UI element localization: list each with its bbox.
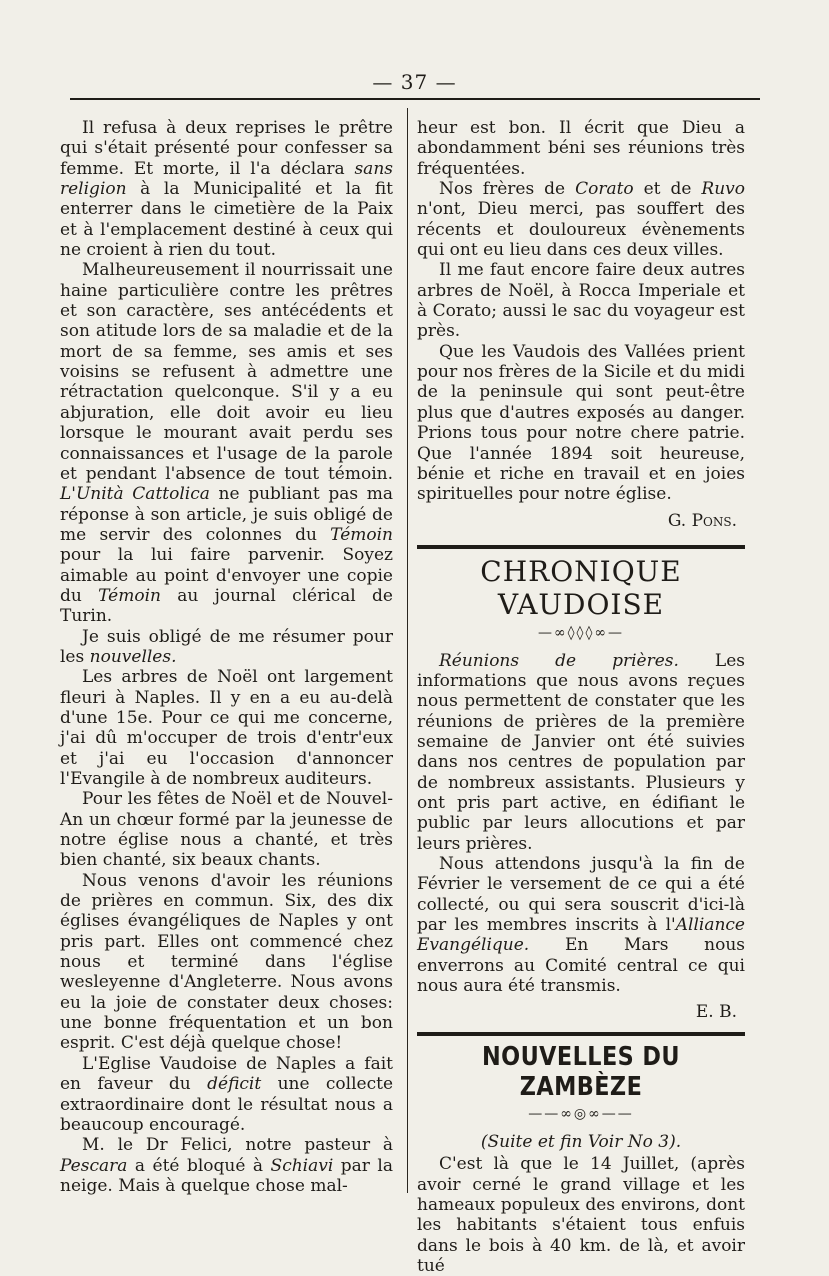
column-divider	[407, 108, 408, 1193]
header-rule	[70, 98, 760, 100]
subtitle: (Suite et fin Voir No 3).	[480, 1132, 682, 1153]
paragraph: heur est bon. Il écrit que Dieu a abondamment béni ses réunions très fréquentées.	[417, 118, 745, 179]
signature: G. Pons.	[667, 510, 737, 531]
section-title-zambeze: NOUVELLES DU ZAMBÈZE	[481, 1042, 680, 1103]
paragraph: Que les Vaudois des Vallées prient pour nos frères de la Sicile et du midi de la peninsule qui sont peut-être plus que d'autres exposés au danger. Prions tous pour notre chere patrie. Que l'année 1894 soit heureuse, bénie et riche en travail et en joies spirituelles pour notre église.	[417, 341, 745, 505]
paragraph: Nos frères de Corato et de Ruvo n'ont, Dieu merci, pas souffert des récents et douloureux évènements qui ont eu lieu dans ces deux villes.	[417, 179, 745, 261]
paragraph: Pour les fêtes de Noël et de Nouvel-An un chœur formé par la jeunesse de notre église nous a chanté, et très bien chanté, six beaux chants.	[60, 789, 393, 871]
right-column	[417, 118, 745, 1276]
left-column	[60, 118, 393, 1196]
ornament: —∞◊◊◊∞—	[537, 624, 625, 641]
section-separator	[417, 1032, 745, 1036]
paragraph: Nous attendons jusqu'à la fin de Février le versement de ce qui a été collecté, ou qui sera souscrit d'ici-là par les membres inscrits à l'Alliance Evangélique. En Mars nous enverrons au Comité central ce qui nous aura été transmis.	[417, 853, 745, 997]
paragraph: Malheureusement il nourrissait une haine particulière contre les prêtres et son caractère, ses antécédents et son atitude lors de sa maladie et de la mort de sa femme, ses amis et ses voisins se refusent à admettre une rétractation quelconque. S'il y a eu abjuration, elle doit avoir eu lieu lorsque le mourant avait perdu ses connaissances et l'usage de la parole et pendant l'absence de tout témoin. L'Unità Cattolica ne publiant pas ma réponse à son article, je suis obligé de me servir des colonnes du Témoin pour la lui faire parvenir. Soyez aimable au point d'envoyer une copie du Témoin au journal clérical de Turin.	[60, 260, 393, 627]
page-number: — 37 —	[372, 70, 457, 94]
paragraph: Il refusa à deux reprises le prêtre qui s'était présenté pour confesser sa femme. Et morte, il l'a déclara sans religion à la Municipalité et la fit enterrer dans le cimetière de la Paix et à l'emplacement destiné à ceux qui ne croient à rien du tout.	[60, 118, 393, 261]
paragraph: Réunions de prières. Les informations que nous avons reçues nous permettent de constater que les réunions de prières de la première semaine de Janvier ont été suivies dans nos centres de population par de nombreux assistants. Plusieurs y ont pris part active, en édifiant le public par leurs allocutions et par leurs prières.	[417, 650, 745, 854]
section-separator	[417, 545, 745, 549]
paragraph: Je suis obligé de me résumer pour les nouvelles.	[60, 626, 393, 667]
ornament: ——∞◎∞——	[528, 1106, 634, 1123]
paragraph: Il me faut encore faire deux autres arbres de Noël, à Rocca Imperiale et à Corato; aussi le sac du voyageur est près.	[417, 260, 745, 342]
paragraph: M. le Dr Felici, notre pasteur à Pescara a été bloqué à Schiavi par la neige. Mais à quelque chose mal-	[60, 1135, 393, 1196]
signature: E. B.	[695, 1002, 737, 1023]
paragraph: C'est là que le 14 Juillet, (après avoir cerné le grand village et les hameaux populeux des environs, dont les habitants s'étaient tous enfuis dans le bois à 40 km. de là, et avoir tué	[417, 1154, 745, 1276]
paragraph: Nous venons d'avoir les réunions de prières en commun. Six, des dix églises évangéliques de Naples y ont pris part. Elles ont commencé chez nous et terminé dans l'église wesleyenne d'Angleterre. Nous avons eu la joie de constater deux choses: une bonne fréquentation et un bon esprit. C'est déjà quelque chose!	[60, 870, 393, 1054]
paragraph: L'Eglise Vaudoise de Naples a fait en faveur du déficit une collecte extraordinaire dont le résultat nous a beaucoup encouragé.	[60, 1053, 394, 1135]
paragraph: Les arbres de Noël ont largement fleuri à Naples. Il y en a eu au-delà d'une 15e. Pour ce qui me concerne, j'ai dû m'occuper de trois d'entr'eux et j'ai eu l'occasion d'annoncer l'Evangile à de nombreux auditeurs.	[60, 667, 393, 789]
section-title-chronique: CHRONIQUE VAUDOISE	[480, 554, 682, 621]
